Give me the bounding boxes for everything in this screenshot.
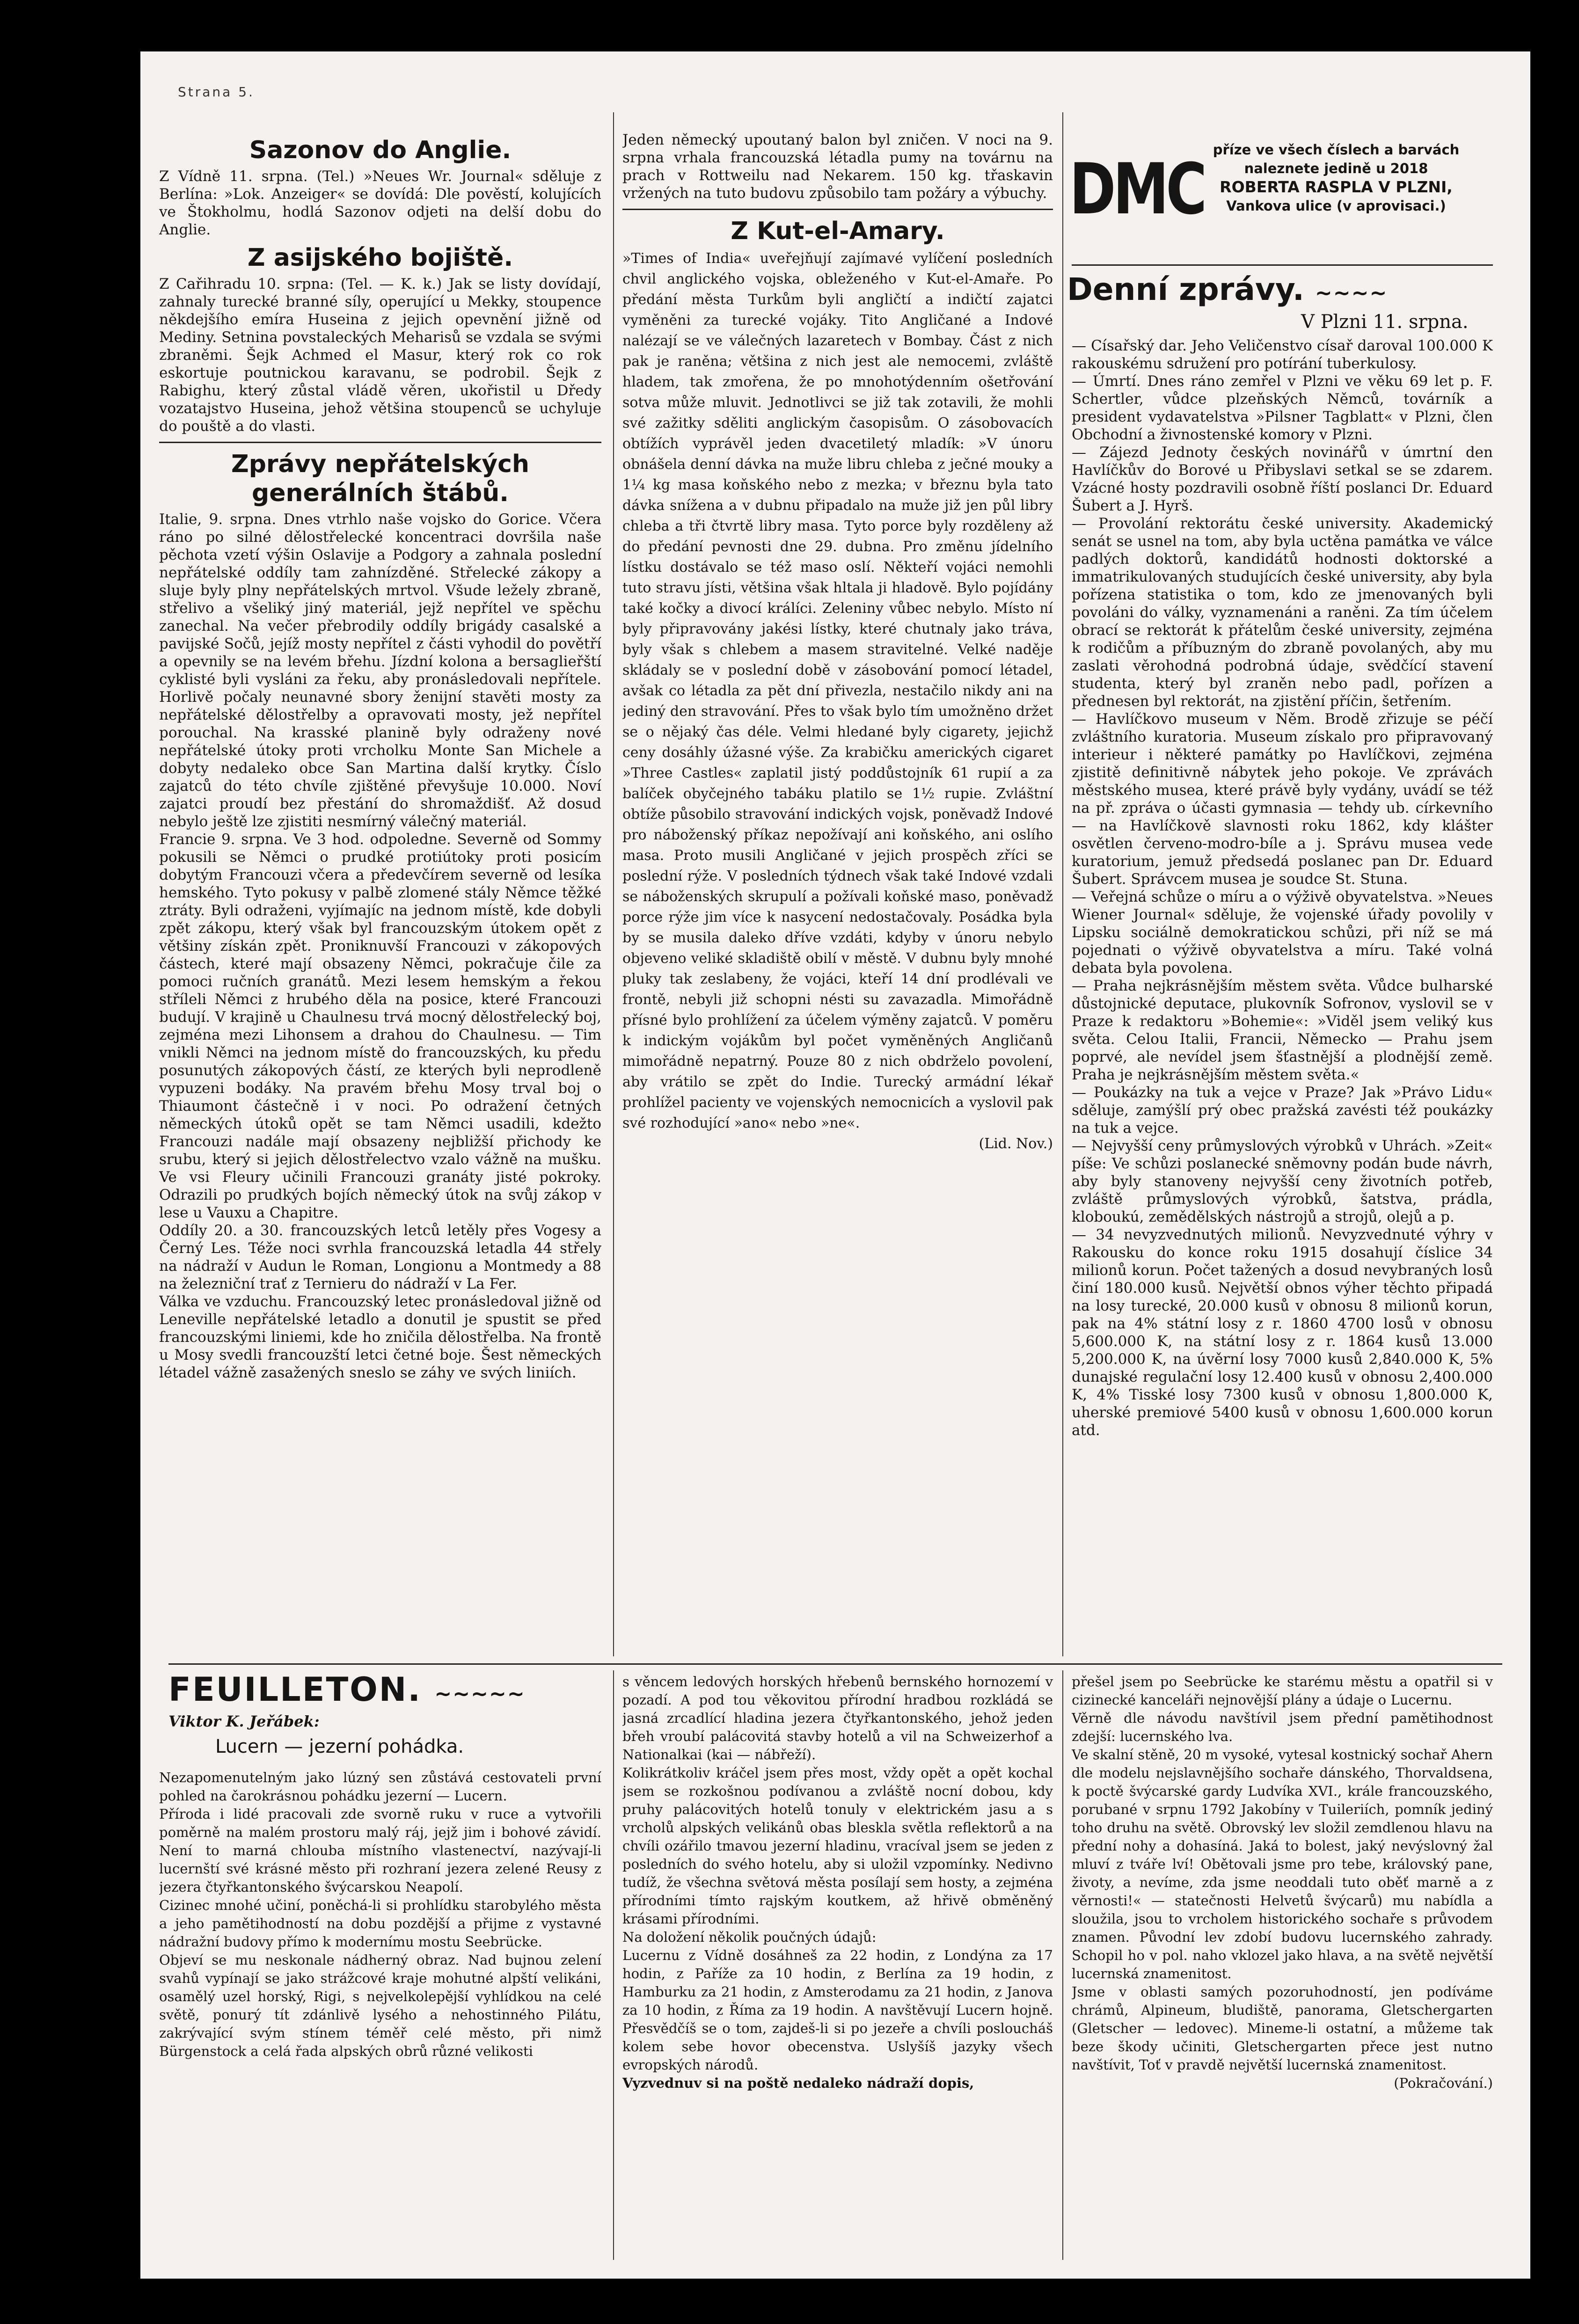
ad-line: Vankova ulice (v aprovisaci.) bbox=[1226, 198, 1446, 214]
feuilleton-paragraph: přešel jsem po Seebrücke ke starému městu a opatřil si v cizinecké kanceláři nejnovější plány a údaje o Lucernu. bbox=[1072, 1674, 1493, 1708]
feuilleton-title: FEUILLETON. bbox=[168, 1670, 422, 1709]
column-rule bbox=[1062, 112, 1063, 1656]
column-3 bbox=[1072, 337, 1493, 1659]
ad-line: ROBERTA RASPLA V PLZNI, bbox=[1220, 178, 1453, 196]
feuilleton-story-title: Lucern — jezerní pohádka. bbox=[215, 1736, 464, 1757]
article-oddily: Oddíly 20. a 30. francouzských letců letěly přes Vogesy a Černý Les. Téže noci svrhla francouzská letadla 44 střely na nádraží v Audun le Roman, Longionu a Montmedy a 88 na železniční trať z Ternieru do nádraží v La Fer. bbox=[159, 1222, 601, 1292]
news-dar: — Císařský dar. Jeho Veličenstvo císař daroval 100.000 K rakouskému sdružení pro potírání tuberkulosy. bbox=[1072, 337, 1493, 372]
feuilleton-paragraph: Nezapomenutelným jako lúzný sen zůstává cestovateli první pohled na čarokrásnou pohádku jezerní — Lucern. bbox=[159, 1770, 601, 1804]
feuilleton-paragraph: s věncem ledových horských hřebenů bernského hornozemí v pozadí. A pod tou věkovitou přírodní hradbou rozkládá se jasná zrcadlící hladina jezera čtyřkantonského, jehož jeden břeh vroubí palácovitá stavby hotelů a vil na Schweizerhof a Nationalkai (kai — nábřeží). bbox=[622, 1674, 1053, 1763]
feuilleton-paragraph: Kolikrátkoliv kráčel jsem přes most, vždy opět a opět kochal jsem se rozkošnou podívanou a zvláště nocní dobou, kdy pruhy palácovitých hotelů tonuly v elektrickém jasu a s vrcholů alpských velikánů obas bleskla světla reflektorů a na chvíli ozářilo tmavou jezerní hladinu, vracíval jsem se jeden z posledních do svého hotelu, aby si uložil vzpomínky. Nedivno tudíž, že všechna světová města posílají sem hosty, a zejména přírodními tímto rajským koutkem, až hřivě obměněný krásami přírodními. bbox=[622, 1765, 1053, 1927]
ad-text bbox=[1177, 140, 1495, 215]
article-francie: Francie 9. srpna. Ve 3 hod. odpoledne. Severně od Sommy pokusili se Němci o prudké protiútoky proti posicím dobytým Francouzi včera a předevčírem severně od lesíka hemského. Tyto pokusy v palbě zlomené stály Němce těžké ztráty. Byli odraženi, vyjímajíc na jednom místě, kde dobyli zpět zákopu, který však byl francouzským útokem opět z většiny získán zpět. Proniknuvší Francouzi v zákopových částech, které mají obsazeny Němci, pokračuje čile za pomoci ručních granátů. Mezi lesem hemským a řekou stříleli Němci z hrubého děla na posice, které Francouzi budují. V krajině u Chaulnesu trvá mocný dělostřelecký boj, zejména mezi Lihonsem a drahou do Chaulnesu. — Tim vnikli Němci na jednom místě do francouzských, ku předu posunutých zákopových částí, ze kterých byli neprodleně vypuzeni bodáky. Na pravém břehu Mosy trval boj o Thiaumont částečně i v noci. Po odražení četných německých útoků opět se tam Němci usadili, kdežto Francouzi nadále mají obsazeny nejbližší přichody ke srubu, který si jejich dělostřelectvo vzalo vážně na mušku. Ve vsi Fleury učinili Francouzi granáty jisté pokroky. Odrazili po prudkých bojích německý útok na svůj zákop v lese u Vauxu a Chapitre. bbox=[159, 831, 601, 1221]
news-poukazky: — Poukázky na tuk a vejce v Praze? Jak »Právo Lidu« sděluje, zamýšlí prý obec pražská zavésti též poukázky na tuk a vejce. bbox=[1072, 1084, 1493, 1137]
feuilleton-column-1 bbox=[159, 1769, 601, 2255]
dateline: V Plzni 11. srpna. bbox=[1301, 311, 1469, 333]
feuilleton-paragraph: Objeví se mu neskonale nádherný obraz. Nad bujnou zelení svahů vypínají se jako strážcové kraje mohutné alpští velikáni, osamělý uzel horský, Rigi, s nejvelkolepější vyhlídkou na celé světě, ponurý tít zdánlivě lysého a nehostinného Pilátu, zakrývající svým stínem téměř celé město, při nimž Bürgenstock a celá řada alpských obrů různé velikosti bbox=[159, 1952, 601, 2059]
feuilleton-heading bbox=[168, 1670, 526, 1709]
feuilleton-column-2 bbox=[622, 1673, 1053, 2258]
news-schuze: — Veřejná schůze o míru a o výživě obyvatelstva. »Neues Wiener Journal« sděluje, že vojenské úřady povolily v Lipsku sociálně demokratickou schůzi, při níž se má pojednati o výživě obyvatelstva a míru. Také volná debata byla povolena. bbox=[1072, 889, 1493, 976]
page-number: Strana 5. bbox=[178, 84, 255, 100]
feuilleton-paragraph: Cizinec mnohé učiní, poněchá-li si prohlídku starobylého města a jeho pamětihodností na dobu pozdější a přijme z vystavné nádražní budovy přímo k modernímu mostu Seebrücke. bbox=[159, 1897, 601, 1950]
news-umrti: — Úmrtí. Dnes ráno zemřel v Plzni ve věku 69 let p. F. Schertler, vůdce plzeňských Němců, továrník a president vydavatelstva »Pilsner Tagblatt« v Plzni, člen Obchodní a živnostenské komory v Plzni. bbox=[1072, 373, 1493, 443]
ornament-icon: ~~~~ bbox=[1315, 281, 1388, 305]
column-rule bbox=[1062, 1670, 1063, 2260]
column-1 bbox=[159, 131, 601, 1659]
article-valka: Válka ve vzduchu. Francouzský letec pronásledoval jižně od Leneville nepřátelské letadlo a donutil je spustit se před francouzskými liniemi, kde ho zničila dělostřelba. Na frontě u Mosy svedli francouzští letci četné boje. Šest německých létadel vážně zasažených sneslo se záhy ve svých liniích. bbox=[159, 1293, 601, 1381]
news-praha: — Praha nejkrásnějším městem světa. Vůdce bulharské důstojnické deputace, plukovník Sofronov, vyslovil se v Praze k redaktoru »Bohemie«: »Viděl jsem veliký kus světa. Celou Italii, Francii, Německo — Prahu jsem poprvé, ale nevídel jsem šťastnější a plodnější země. Praha je nejkrásnějším městem světa.« bbox=[1072, 977, 1493, 1083]
news-museum: — Havlíčkovo museum v Něm. Brodě zřizuje se péčí zvláštního kuratoria. Museum získalo pro připravovaný interieur i některé památky po Havlíčkovi, zejména zjistitě definitivně nábytek jeho pokoje. Ve zprávách městského musea, které právě byly vydány, uvádí se též na př. zpráva o účasti gymnasia — tehdy ub. církevního — na Havlíčkově slavnosti roku 1862, kdy klášter osvětlen červeno-modro-bíle a j. Správu musea vede kuratorium, jemuž předsedá poslanec pan Dr. Eduard Šubert. Správcem musea je soudce St. Stuna. bbox=[1072, 711, 1493, 888]
article-sazonov: Z Vídně 11. srpna. (Tel.) »Neues Wr. Journal« sděluje z Berlína: »Lok. Anzeiger« se dovídá: Dle pověstí, kolujících ve Štokholmu, hodlá Sazonov odjeti na delší dobu do Anglie. bbox=[159, 168, 601, 238]
ornament-icon: ~~~~~ bbox=[434, 1682, 526, 1706]
feuilleton-paragraph: Lucernu z Vídně dosáhneš za 22 hodin, z Londýna za 17 hodin, z Paříže za 10 hodin, z Berlína za 19 hodin, z Hamburku za 21 hodin, z Amsterodamu za 21 hodin, z Janova za 10 hodin, z Říma za 19 hodin. A navštěvují Lucern hojně. Přesvědčíš se o tom, zajdeš-li si po jezeře a chvíli posloucháš kolem sebe hovor obecenstva. Uslyšíš jazyky všech evropských národů. bbox=[622, 1947, 1053, 2073]
feuilleton-column-3 bbox=[1072, 1673, 1493, 2258]
divider bbox=[622, 209, 1053, 210]
news-milionu: — 34 nevyzvednutých milionů. Nevyzvednuté výhry v Rakousku do konce roku 1915 dosahují číslice 34 milionů korun. Počet tažených a dosud nevybraných losů činí 180.000 kusů. Největší obnos výher těchto připadá na losy turecké, 20.000 kusů v obnosu 8 milionů korun, pak na 4% státní losy z r. 1860 4700 losů v obnosu 5,600.000 K, na státní losy z r. 1864 kusů 13.000 5,200.000 K, na úvěrní losy 7000 kusů 2,840.000 K, 5% dunajské regulační losy 12.400 kusů v obnosu 2,400.000 K, 4% Tisské losy 7300 kusů v obnosu 1,800.000 K, uherské premiové 5400 kusů v obnosu 1,600.000 korun atd. bbox=[1072, 1226, 1493, 1439]
news-zajezd: — Zájezd Jednoty českých novinářů v úmrtní den Havlíčkův do Borové u Přibyslavi setkal se se zdarem. Vzácné hosty pozdravili osobně říští poslanci Dr. Eduard Šubert a J. Hyrš. bbox=[1072, 444, 1493, 514]
headline-denni bbox=[1067, 271, 1388, 307]
headline-zpravy: Zprávy nepřátelských generálních štábů. bbox=[231, 450, 530, 507]
feuilleton-paragraph: Věrně dle návodu navštívil jsem přední pamětihodnost zdejší: lucernského lva. bbox=[1072, 1710, 1493, 1744]
headline-sazonov: Sazonov do Anglie. bbox=[249, 136, 512, 164]
headline-kut: Z Kut-el-Amary. bbox=[731, 217, 945, 245]
feuilleton-paragraph: Příroda i lidé pracovali zde svorně ruku v ruce a vytvořili poměrně na malém prostoru malý ráj, jejž jim i bohové závidí. Není to marná chlouba místního vlastenectví, nazývají-li lucernští své krásné město při rozhraní jezera zelené Reusy z jezera čtyřkantonského švýcarskou Neapolí. bbox=[159, 1806, 601, 1895]
divider bbox=[1072, 264, 1493, 266]
ad-logo: DMC bbox=[1069, 149, 1204, 230]
news-rektorat: — Provolání rektorátu české university. Akademický senát se usnel na tom, aby byla uctěna památka ve válce padlých doktorů, kandidátů hodnosti doktorské a immatrikulovaných studujících české university, aby byla pořízena statistika o tom, kdo ze jmenovaných byli povoláni do války, vyznamenáni a raněni. Za tím účelem obrací se rektorát k přátelům české university, zejména k rodičům a příbuzným do zbraně povolaných, aby mu zaslati věrohodná podrobná údaje, svědčící stavení studenta, který byl zraněn nebo padl, pořízen a přednesen byl rektorát, na zjistění příčin, šetřením. bbox=[1072, 515, 1493, 710]
newspaper-page bbox=[140, 51, 1530, 2279]
feuilleton-author: Viktor K. Jeřábek: bbox=[168, 1712, 320, 1730]
source-kut: (Lid. Nov.) bbox=[979, 1136, 1053, 1152]
feuilleton-paragraph: Na doložení několik poučných údajů: bbox=[622, 1929, 877, 1945]
feuilleton-paragraph: Ve skalní stěně, 20 m vysoké, vytesal kostnický sochař Ahern dle modelu nejslavnějšího sochaře dánského, Thorvaldsena, k poctě švýcarské gardy Ludvíka XVI., krále francouzského, porubané v srpnu 1792 Jakobíny v Tuileriích, pomník jediný toho druhu na světě. Obrovský lev složil zemdlenou hlavu na přední nohy a dohasíná. Jaká to bolest, jaký nevýslovný žal mluví z tváře lví! Obětovali jsme pro tebe, královský pane, životy, a nevíme, zda jsme neoddali tuto oběť marně a z věrnosti!« — statečnosti Helvetů švýcarů) mu nabídla a sloužila, jsou to vrcholem historického sochaře s průvodem znamen. Původní lev zdobí budovu lucernského zahrady. Schopil ho v pol. naho vklozel jako hlava, a na světě největší lucernská znamenitost. bbox=[1072, 1747, 1493, 1982]
feuilleton-continuation: (Pokračování.) bbox=[1394, 2075, 1493, 2091]
article-kut: »Times of India« uveřejňují zajímavé vylíčení posledních chvil anglického vojska, obleženého v Kut-el-Amaře. Po předání města Turkům byli angličtí a indičtí zajatci vyměněni za turecké vojáky. Tito Angličané a Indové nalézají se ve válečných lazaretech v Bombay. Část z nich pak je raněna; většina z nich jest ale nemocemi, zvláště hladem, tak zmořena, že po mnohotýdenním ošetřování sotva může mluvit. Jednotlivci se již tak zotavili, že mohli své zažitky sděliti anglickým časopisům. O zásobovacích obtížích vyprávěl jeden dvacetiletý mladík: »V únoru obnášela denní dávka na muže libru chleba z ječné mouky a 1¼ kg masa koňského nebo z mezka; v březnu byla tato dávka snížena a v dubnu připadalo na muže již jen půl libry chleba a tři čtvrtě libry masa. Tyto porce byly rozděleny až do předání pevnosti dne 29. dubna. Pro změnu jídelního lístku dostávalo se též maso oslí. Někteří vojáci nemohli tuto stravu jísti, většina však hltala ji hladově. Bylo pojídány také kočky a divocí králíci. Zeleniny vůbec nebylo. Místo ní byly připravovány jakési lístky, které chutnaly jako tráva, byly však s chlebem a masem stravitelné. Velké naděje skládaly se v poslední době v zásobování pomocí létadel, avšak co létadla za pět dní přivezla, nestačilo nikdy ani na jediný den stravování. Přes to však bylo tím umožněno držet se o nějaký čas déle. Velmi hledané byly cigarety, jejichž ceny dosáhly úžasné výše. Za krabičku amerických cigaret »Three Castles« zaplatil jistý poddůstojník 61 rupií a za balíček obyčejného tabáku platilo se 1½ rupie. Zvláštní obtíže působilo stravování indických vojsk, poněvadž Indové pro náboženský příkaz nepožívají ani koňského, ani oslího masa. Proto musili Angličané v jejich prospěch zříci se poslední rýže. V posledních týdnech však také Indové vzdali se náboženských skrupulí a požívali koňské maso, poněvadž porce rýže jim více k nasycení nedostačovaly. Posádka byla by se musila daleko dříve vzdáti, kdyby v únoru nebylo objeveno veliké skladiště obilí v městě. V dubnu byly mnohé pluky tak zeslabeny, že vojáci, kteří 14 dní prodlévali ve frontě, nebyli již schopni nésti su zavazadla. Mimořádně přísné bylo prohlížení za účelem výměny zajatců. V poměru k indickým vojákům byl počet vyměněných Angličanů mimořádně nepatrný. Pouze 80 z nich obdrželo povolení, aby vrátilo se zpět do Indie. Turecký armádní lékař prohlížel pacienty ve vojenských nemocnicích a vyslovil pak své rozhodující »ano« nebo »ne«. bbox=[622, 250, 1053, 1131]
divider bbox=[159, 442, 601, 443]
column-rule bbox=[613, 112, 614, 1656]
headline-denni-text: Denní zprávy. bbox=[1067, 271, 1304, 307]
ad-line: naleznete jedině u 2018 bbox=[1244, 160, 1428, 176]
article-balon: Jeden německý upoutaný balon byl zničen. V noci na 9. srpna vrhala francouzská létadla pumy na továrnu na prach v Rottweilu nad Nekarem. 150 kg. třaskavin vržených na tuto budovu způsobilo tam požáry a výbuchy. bbox=[622, 131, 1053, 202]
news-vyrobky: — Nejvyšší ceny průmyslových výrobků v Uhrách. »Zeit« píše: Ve schůzi poslanecké sněmovny podán bude návrh, aby byly stanoveny nejvyšší ceny životních potřeb, zvláště průmyslových výrobků, šatstva, prádla, kloboukú, zemědělských nástrojů a strojů, olejů a p. bbox=[1072, 1137, 1493, 1225]
advertisement bbox=[1069, 136, 1495, 257]
ad-line: příze ve všech číslech a barvách bbox=[1213, 142, 1460, 158]
feuilleton-paragraph: Jsme v oblasti samých pozoruhodností, jen podíváme chrámů, Alpineum, bludiště, panorama, Gletschergarten (Gletscher — ledovec). Mineme-li ostatní, a můžeme tak beze škody učiniti, Gletschergarten přece jest nutno navštívit, Toť v pravdě největší lucernská znamenitost. bbox=[1072, 1984, 1493, 2073]
headline-asijske: Z asijského bojiště. bbox=[247, 244, 513, 272]
column-rule bbox=[613, 1670, 614, 2260]
column-2 bbox=[622, 131, 1053, 1659]
feuilleton-paragraph: Vyzvednuv si na poště nedaleko nádraží dopis, bbox=[622, 2075, 974, 2091]
feuilleton-rule bbox=[168, 1663, 1502, 1665]
article-italie: Italie, 9. srpna. Dnes vtrhlo naše vojsko do Gorice. Včera ráno po silné dělostřelecké koncentraci dovršila naše pěchota vzetí výšin Oslavije a Podgory a zahnala poslední nepřátelské oddíly tam zahnízděné. Střelecké zákopy a sluje byly plny nepřátelských mrtvol. Všude ležely zbraně, střelivo a všeliký jiný materiál, jejž nepřítel ve spěchu zanechal. Na večer přebrodily oddíly brigády casalské a pavijské Sočů, jejíž mosty nepřítel z části vyhodil do povětří a opevnily se na levém břehu. Jízdní kolona a bersaglieřští cyklisté byli vysláni za řeku, aby pronásledovali nepřítele. Horlivě počaly neunavné sbory ženijní stavěti mosty za nepřátelské dělostřelby a opravovati mosty, jež nepřítel porouchal. Na krasské planině byly odraženy nové nepřátelské útoky proti vrcholku Monte San Michele a dobyty nedaleko obce San Martina další krytky. Číslo zajatců do této chvíle zjištěné převyšuje 10.000. Noví zajatci proudí bez přestání do shromaždišť. Až dosud nebylo ještě lze zjistiti nesmírný válečný materiál. bbox=[159, 511, 601, 830]
article-asijske: Z Cařihradu 10. srpna: (Tel. — K. k.) Jak se listy dovídají, zahnaly turecké branné síly, operující u Mekky, stoupence někdejšího emíra Huseina z jejich opevnění jižně od Mediny. Setnina povstaleckých Meharisů se vzdala se svými zbraněmi. Šejk Achmed el Masur, který rok co rok eskortuje poutnickou karavanu, se podrobil. Šejk z Rabighu, který zůstal vládě věren, ukořistil u Dředy vozatajstvo Huseina, jehož většina stoupenců se uchyluje do pouště a do vlasti. bbox=[159, 276, 601, 435]
